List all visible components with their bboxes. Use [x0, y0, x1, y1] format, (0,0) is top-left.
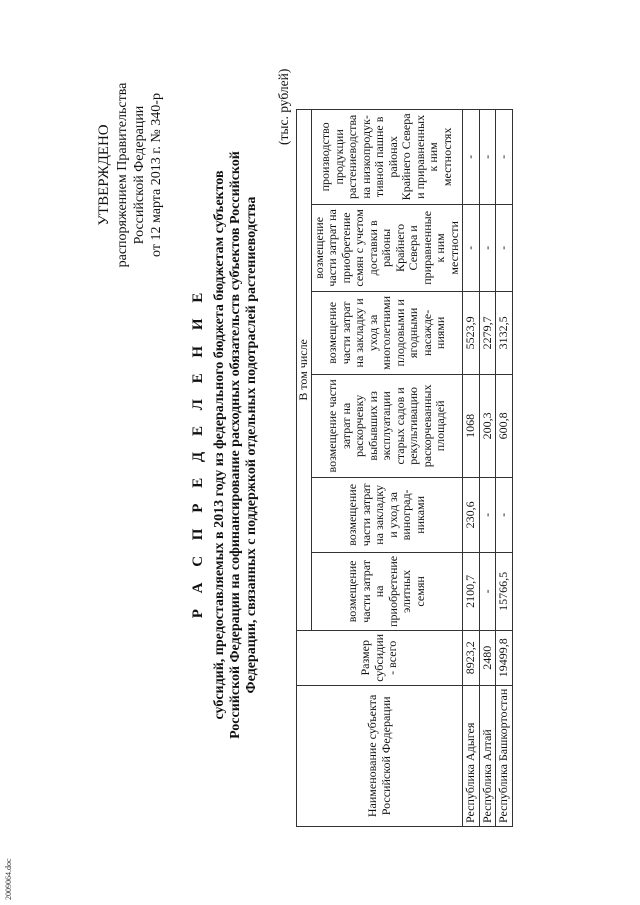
- units-label: (тыс. рублей): [276, 68, 291, 145]
- cell-total: 8923,2: [463, 630, 480, 685]
- document-heading: Р А С П Р Е Д Е Л Е Н И Е: [190, 286, 206, 619]
- cell-total: 19499,8: [496, 630, 513, 685]
- approval-line-2: Российской Федерации: [132, 105, 147, 245]
- footer-wrap: [4, 858, 14, 902]
- region-name: Республика Башкортостан: [496, 685, 513, 826]
- cell-c4: 3132,5: [496, 291, 513, 374]
- header-total: Размер субсидии - всего: [297, 630, 463, 685]
- cell-c3: 600,8: [496, 374, 513, 477]
- header-in-total: В том числе: [297, 109, 312, 630]
- cell-c5: -: [463, 204, 480, 291]
- header-col-2: возмещение части затрат на закладку и уход за виноград-никами: [311, 477, 463, 552]
- cell-c6: -: [479, 109, 496, 204]
- approval-block: [96, 55, 165, 295]
- cell-c6: -: [463, 109, 480, 204]
- header-col-1: возмещение части затрат на приобретение элитных семян: [311, 552, 463, 630]
- header-col-5: возмещение части затрат на приобретение семян с учетом доставки в районы Крайнего Севера и приравненные к ним местности: [311, 204, 463, 291]
- cell-c3: 1068: [463, 374, 480, 477]
- region-name: Республика Алтай: [479, 685, 496, 826]
- cell-c6: -: [496, 109, 513, 204]
- cell-c2: 230,6: [463, 477, 480, 552]
- cell-c4: 2279,7: [479, 291, 496, 374]
- header-col-4: возмещение части затрат на закладку и уход за многолетними плодовыми и ягодными насажде-ниями: [311, 291, 463, 374]
- header-region-name: Наименование субъекта Российской Федерации: [297, 685, 463, 826]
- cell-c3: 200,3: [479, 374, 496, 477]
- cell-c5: -: [496, 204, 513, 291]
- cell-c2: -: [479, 477, 496, 552]
- cell-c1: -: [479, 552, 496, 630]
- table-row: [463, 109, 480, 826]
- cell-c1: 2100,7: [463, 552, 480, 630]
- cell-c5: -: [479, 204, 496, 291]
- approval-title: УТВЕРЖДЕНО: [96, 124, 112, 226]
- footer-filename: 2009064.doc: [4, 858, 13, 900]
- table-row: [496, 109, 513, 826]
- approval-line-1: распоряжением Правительства: [115, 82, 130, 268]
- header-col-3: возмещение части затрат на раскорчевку выбывших из эксплуатации старых садов и рекультивацию раскорчеванных площадей: [311, 374, 463, 477]
- cell-c4: 5523,9: [463, 291, 480, 374]
- cell-total: 2480: [479, 630, 496, 685]
- table-row: [479, 109, 496, 826]
- document-subtitle: субсидий, предоставляемых в 2013 году из федерального бюджета бюджетам субъектов Российской Федерации на софинансирование расходных обязательств субъектов Российской Федерации, связанных с поддержкой отдельных подотраслей растениеводства: [212, 151, 259, 739]
- cell-c1: 15766,5: [496, 552, 513, 630]
- cell-c2: -: [496, 477, 513, 552]
- region-name: Республика Адыгея: [463, 685, 480, 826]
- header-col-6: производство продукции растениеводства на низкопродук-тивной пашне в районах Крайнего Севера и приравненных к ним местностях: [311, 109, 463, 204]
- subsidy-table: [296, 109, 513, 827]
- approval-line-3: от 12 марта 2013 г. № 340-р: [149, 93, 164, 257]
